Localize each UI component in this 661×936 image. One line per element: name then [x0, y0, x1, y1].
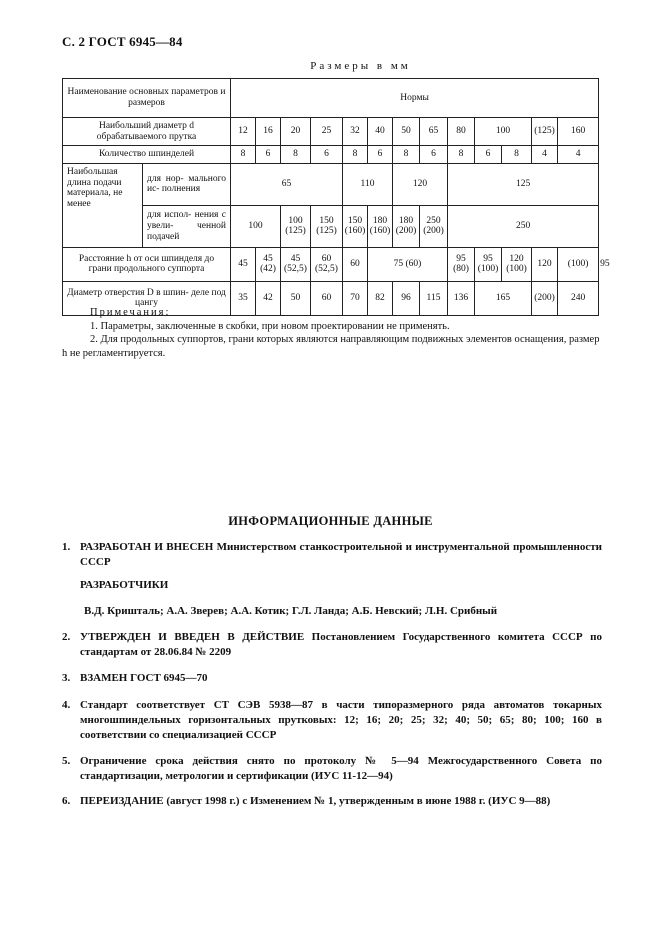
item-text: ПЕРЕИЗДАНИЕ (август 1998 г.) с Изменением № 1, утвержденным в июне 1988 г. (ИУС 9—88) [80, 795, 551, 807]
item-text: Ограничение срока действия снято по протоколу № 5—94 Межгосударственного Совета по стандартизации, метрологии и сертификации (ИУС 11-12—94) [80, 755, 602, 782]
developers-list: В.Д. Кришталь; А.А. Зверев; А.А. Котик; Г.Л. Ланда; А.Б. Невский; Л.Н. Срибный [84, 605, 498, 617]
table-cell: 95 (80) [448, 247, 475, 281]
sublabel-extended: для испол- нения с увели- ченной подачей [143, 205, 231, 247]
item-text: РАЗРАБОТАН И ВНЕСЕН Министерством станкостроительной и инструментальной промышленности СССР [80, 541, 602, 568]
table-header-row [63, 79, 599, 118]
table-cell: 96 [393, 281, 420, 315]
table-cell: 100 [475, 118, 532, 146]
table-cell: 50 [393, 118, 420, 146]
table-cell: 8 [502, 146, 532, 164]
table-cell: 45 (42) [256, 247, 281, 281]
item-text: ВЗАМЕН ГОСТ 6945—70 [80, 672, 208, 684]
info-item-4 [62, 698, 602, 743]
table-cell: 40 [368, 118, 393, 146]
table-cell: 8 [281, 146, 311, 164]
table-cell: 4 [532, 146, 558, 164]
table-cell: 82 [368, 281, 393, 315]
table-row-feed-extended [63, 205, 599, 247]
table-cell: 120 (100) [502, 247, 532, 281]
table-row-spindles [63, 146, 599, 164]
table-cell: 250 [448, 205, 599, 247]
table-cell: 165 [475, 281, 532, 315]
row-label-diameter: Наибольший диаметр d обрабатываемого прутка [63, 118, 231, 146]
table-cell: 12 [231, 118, 256, 146]
table-cell: 16 [256, 118, 281, 146]
table-cell: 110 [343, 163, 393, 205]
table-cell: 8 [231, 146, 256, 164]
table-cell: 6 [311, 146, 343, 164]
table-cell: 25 [311, 118, 343, 146]
note-item: 2. Для продольных суппортов, грани которых являются направляющим подвижных элементов оснащения, размер h не регламентируется. [62, 334, 600, 359]
row-label-feed: Наибольшая длина подачи материала, не менее [63, 163, 143, 247]
table-cell: 136 [448, 281, 475, 315]
table-cell: 20 [281, 118, 311, 146]
notes-title: Примечания: [90, 307, 171, 318]
table-row-feed-normal [63, 163, 599, 205]
table-cell: 160 [558, 118, 599, 146]
notes-section [62, 306, 600, 361]
table-cell: 8 [393, 146, 420, 164]
table-row-diameter [63, 118, 599, 146]
table-cell: 6 [368, 146, 393, 164]
table-cell: 65 [420, 118, 448, 146]
item-number: 3. [62, 672, 71, 684]
info-item-5 [62, 754, 602, 784]
row-label-hole: Диаметр отверстия D в шпин- деле под цангу [63, 281, 231, 315]
item-number: 5. [62, 755, 71, 767]
info-title: ИНФОРМАЦИОННЫЕ ДАННЫЕ [228, 514, 433, 528]
table-cell: 65 [231, 163, 343, 205]
table-cell: 125 [448, 163, 599, 205]
developers-title: РАЗРАБОТЧИКИ [80, 579, 169, 591]
info-item-3 [62, 671, 602, 686]
table-cell: 6 [256, 146, 281, 164]
item-number: 6. [62, 795, 71, 807]
table-cell: (100) [558, 247, 599, 281]
table-cell: 100 (125) [281, 205, 311, 247]
parameters-table [62, 78, 610, 316]
table-cell: 8 [448, 146, 475, 164]
table-cell: 32 [343, 118, 368, 146]
units-caption: Размеры в мм [310, 60, 411, 72]
table-cell: 45 (52,5) [281, 247, 311, 281]
table-cell: 150 (160) [343, 205, 368, 247]
table-cell: 6 [420, 146, 448, 164]
info-item-1 [62, 540, 602, 570]
table-cell: 120 [393, 163, 448, 205]
table-cell: 4 [558, 146, 599, 164]
item-number: 1. [62, 541, 71, 553]
table-cell: 115 [420, 281, 448, 315]
table-cell: 95 (100) [475, 247, 502, 281]
table-cell: 120 [532, 247, 558, 281]
table-row-distance: Расстояние h от оси шпинделя до грани продольного суппорта 45 45 (42) 45 (52,5) 60 (52,5) 60 75 (60) 95 (80) 95 (100) 120 (100) 120 (100) 95 [63, 247, 599, 281]
table-cell: 75 (60) [368, 247, 448, 281]
sublabel-normal: для нор- мального ис- полнения [143, 163, 231, 205]
param-column-header: Наименование основных параметров и размеров [63, 79, 231, 118]
table-cell: (125) [532, 118, 558, 146]
table-cell: 250 (200) [420, 205, 448, 247]
page-header: С. 2 ГОСТ 6945—84 [62, 34, 183, 49]
table-cell: 6 [475, 146, 502, 164]
table-cell: (200) [532, 281, 558, 315]
norms-column-header: Нормы [231, 79, 599, 118]
table-cell: 70 [343, 281, 368, 315]
table-cell: 150 (125) [311, 205, 343, 247]
note-item: 1. Параметры, заключенные в скобки, при новом проектировании не применять. [90, 320, 450, 332]
table-cell: 60 (52,5) [311, 247, 343, 281]
item-number: 2. [62, 631, 71, 643]
item-number: 4. [62, 699, 71, 711]
table-cell: 80 [448, 118, 475, 146]
table-cell: 8 [343, 146, 368, 164]
table-cell: 180 (160) [368, 205, 393, 247]
table-cell: 35 [231, 281, 256, 315]
table-cell: 100 [231, 205, 281, 247]
table-cell: 60 [311, 281, 343, 315]
row-label-spindles: Количество шпинделей [63, 146, 231, 164]
table-cell: 180 (200) [393, 205, 420, 247]
table-cell: 50 [281, 281, 311, 315]
item-text: Стандарт соответствует СТ СЭВ 5938—87 в части типоразмерного ряда автоматов токарных многошпиндельных горизонтальных прутковых: 12; 16; 20; 25; 32; 40; 50; 65; 80; 100; 160 в соответствии со специализацией СССР [80, 699, 602, 741]
table-cell: 240 [558, 281, 599, 315]
table-cell: 60 [343, 247, 368, 281]
table-cell: 45 [231, 247, 256, 281]
table-cell: 42 [256, 281, 281, 315]
info-item-6 [62, 794, 602, 809]
info-item-2 [62, 630, 602, 660]
item-text: УТВЕРЖДЕН И ВВЕДЕН В ДЕЙСТВИЕ Постановлением Государственного комитета СССР по стандартам от 28.06.84 № 2209 [80, 631, 602, 658]
row-label-distance: Расстояние h от оси шпинделя до грани продольного суппорта [63, 247, 231, 281]
